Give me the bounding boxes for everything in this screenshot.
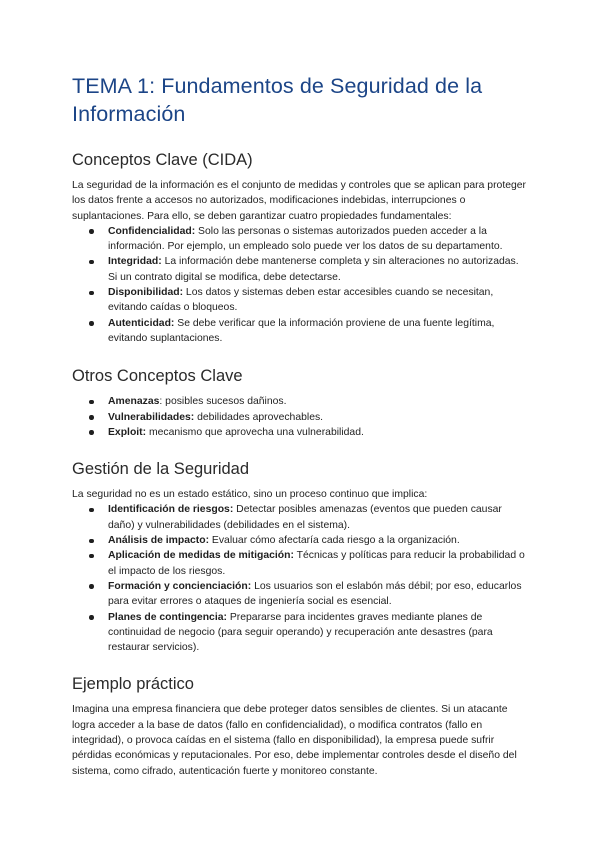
- list-item-term: Integridad:: [108, 256, 162, 268]
- list-item-text: La información debe mantenerse completa y sin alteraciones no autorizadas. Si un contrato digital se modifica, debe detectarse.: [108, 256, 519, 283]
- bullet-list-cida: [72, 224, 528, 346]
- list-item-disponibilidad: [108, 285, 528, 316]
- list-item-text: mecanismo que aprovecha una vulnerabilidad.: [146, 426, 364, 438]
- list-item-text: Prepararse para incidentes graves mediante planes de continuidad de negocio (para seguir operando) y recuperación ante desastres (para restaurar servicios).: [108, 611, 493, 654]
- list-item-text: Los datos y sistemas deben estar accesibles cuando se necesitan, evitando caídas o bloqueos.: [108, 287, 494, 314]
- section-otros-conceptos: [72, 366, 528, 440]
- list-item-exploit: [108, 425, 528, 440]
- list-item-term: Planes de contingencia:: [108, 611, 227, 623]
- list-item-text: debilidades aprovechables.: [194, 411, 324, 423]
- section-body-ejemplo: Imagina una empresa financiera que debe proteger datos sensibles de clientes. Si un atacante logra acceder a la base de datos (fallo en confidencialidad), o modifica contratos (fallo en integridad), o provoca caídas en el sistema (fallo en disponibilidad), la empresa puede sufrir pérdidas económicas y reputacionales. Por eso, debe implementar controles desde el diseño del sistema, como cifrado, autenticación fuerte y monitoreo constante.: [72, 704, 517, 777]
- section-heading-cida: Conceptos Clave (CIDA): [72, 151, 253, 169]
- list-item-term: Autenticidad:: [108, 317, 175, 329]
- bullet-list-gestion: [72, 502, 528, 655]
- list-item-term: Vulnerabilidades:: [108, 411, 195, 423]
- list-item-amenazas: [108, 394, 528, 409]
- section-intro-gestion: La seguridad no es un estado estático, sino un proceso continuo que implica:: [72, 489, 428, 501]
- list-item-term: Formación y concienciación:: [108, 580, 252, 592]
- section-intro-cida: La seguridad de la información es el conjunto de medidas y controles que se aplican para proteger los datos frente a accesos no autorizados, modificaciones indebidas, interrupciones o suplantaciones. Para ello, se deben garantizar cuatro propiedades fundamentales:: [72, 180, 527, 222]
- section-gestion: [72, 459, 528, 655]
- list-item-analisis: [108, 533, 528, 548]
- section-heading-ejemplo: Ejemplo práctico: [72, 675, 194, 694]
- list-item-term: Exploit:: [108, 426, 147, 438]
- list-item-term: Análisis de impacto:: [108, 535, 210, 547]
- list-item-text: : posibles sucesos dañinos.: [159, 396, 287, 408]
- section-heading-gestion: Gestión de la Seguridad: [72, 460, 250, 479]
- list-item-term: Amenazas: [108, 396, 160, 408]
- list-item-term: Confidencialidad:: [108, 225, 196, 237]
- list-item-term: Identificación de riesgos:: [108, 504, 234, 516]
- list-item-text: Los usuarios son el eslabón más débil; por eso, educarlos para evitar errores o ataques de ingeniería social es esencial.: [108, 580, 522, 608]
- section-cida: [72, 150, 528, 346]
- list-item-text: Se debe verificar que la información proviene de una fuente legítima, evitando suplantaciones.: [108, 317, 495, 344]
- list-item-integridad: [108, 254, 528, 285]
- list-item-identificacion: [108, 502, 528, 533]
- list-item-term: Aplicación de medidas de mitigación:: [108, 550, 294, 562]
- section-heading-otros: Otros Conceptos Clave: [72, 367, 243, 386]
- list-item-text: Técnicas y políticas para reducir la probabilidad o el impacto de los riesgos.: [108, 550, 525, 577]
- list-item-formacion: [108, 579, 528, 610]
- list-item-autenticidad: [108, 316, 528, 347]
- bullet-list-otros: [72, 394, 528, 440]
- list-item-text: Detectar posibles amenazas (eventos que pueden causar daño) y vulnerabilidades (debilidades en el sistema).: [108, 504, 502, 531]
- list-item-mitigacion: [108, 548, 528, 579]
- list-item-contingencia: [108, 610, 528, 656]
- section-ejemplo: [72, 674, 528, 778]
- list-item-text: Solo las personas o sistemas autorizados pueden acceder a la información. Por ejemplo, un empleado solo puede ver los datos de su departamento.: [108, 225, 503, 253]
- list-item-term: Disponibilidad:: [108, 287, 184, 299]
- list-item-confidencialidad: [108, 224, 528, 255]
- list-item-text: Evaluar cómo afectaría cada riesgo a la organización.: [209, 535, 460, 547]
- document-title: TEMA 1: Fundamentos de Seguridad de la Información: [72, 74, 483, 126]
- list-item-vulnerabilidades: [108, 410, 528, 425]
